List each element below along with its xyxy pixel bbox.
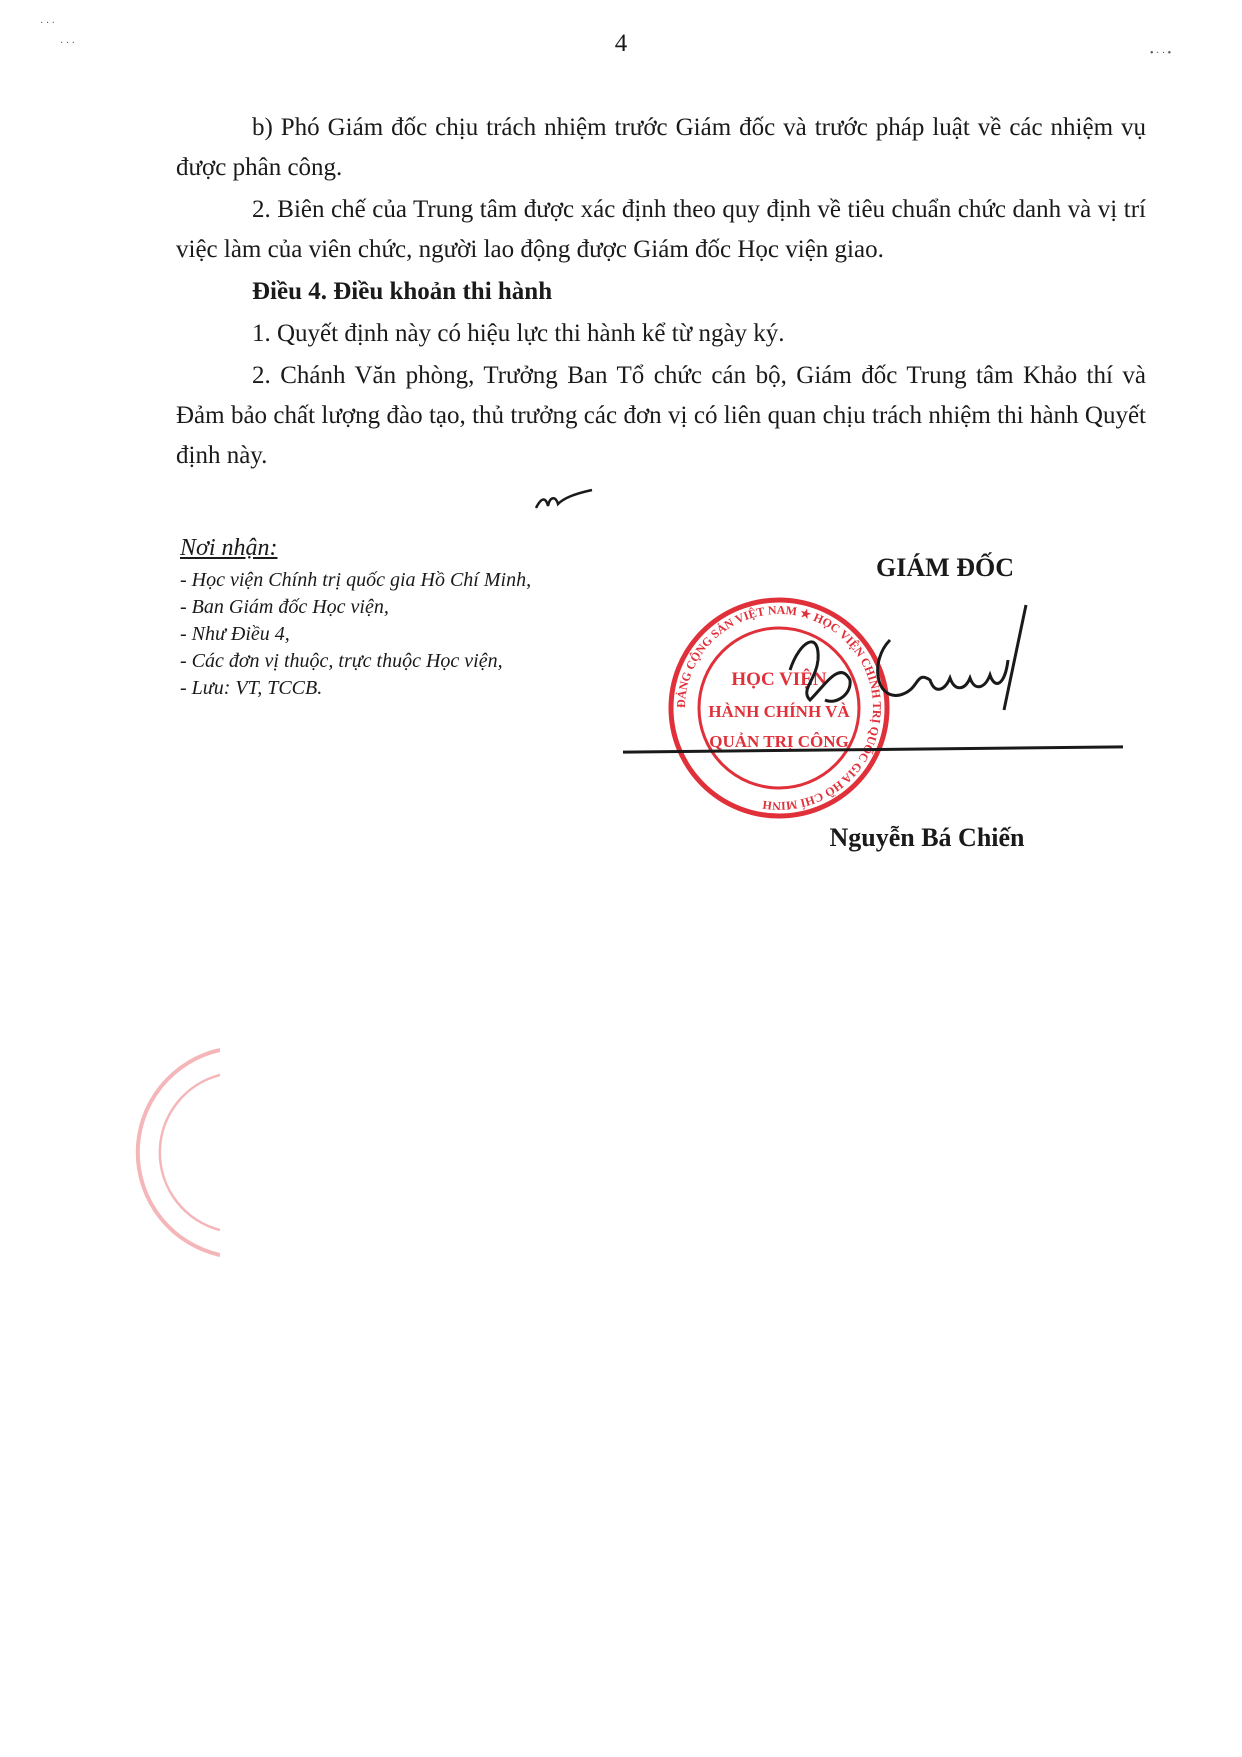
paragraph-staffing: 2. Biên chế của Trung tâm được xác định theo quy định về tiêu chuẩn chức danh và vị trí việc làm của viên chức, người lao động được Giám đốc Học viện giao.	[176, 196, 1146, 263]
recipient-item: - Các đơn vị thuộc, trực thuộc Học viện,	[180, 650, 503, 672]
seal-line-1: HỌC VIỆN	[731, 669, 827, 690]
paragraph-implementation: 2. Chánh Văn phòng, Trưởng Ban Tổ chức cán bộ, Giám đốc Trung tâm Khảo thí và Đảm bảo chất lượng đào tạo, thủ trưởng các đơn vị có liên quan chịu trách nhiệm thi hành Quyết định này.	[176, 362, 1146, 469]
paragraph-effective-date: 1. Quyết định này có hiệu lực thi hành kể từ ngày ký.	[252, 320, 785, 347]
initial-mark-icon	[534, 486, 594, 516]
seal-outer-text: ĐẢNG CỘNG SẢN VIỆT NAM ★ HỌC VIỆN CHÍNH TRỊ QUỐC GIA HỒ CHÍ MINH	[673, 602, 885, 814]
recipient-item: - Học viện Chính trị quốc gia Hồ Chí Minh,	[180, 569, 532, 591]
scan-speck: • · · •	[1150, 48, 1172, 59]
recipients-block	[180, 533, 531, 702]
page-number: 4	[614, 30, 628, 57]
seal-line-2: HÀNH CHÍNH VÀ	[708, 702, 850, 721]
seal-line-3: QUẢN TRỊ CÔNG	[709, 732, 849, 751]
signature-icon	[780, 600, 1040, 740]
recipient-item: - Lưu: VT, TCCB.	[180, 677, 323, 699]
signer-title: GIÁM ĐỐC	[876, 553, 1014, 582]
document-body	[176, 108, 1146, 478]
faded-seal-imprint-icon	[70, 1045, 220, 1260]
article-4-heading: Điều 4. Điều khoản thi hành	[252, 278, 553, 305]
recipients-title: Nơi nhận:	[180, 535, 278, 561]
recipient-item: - Như Điều 4,	[180, 623, 290, 645]
scan-speck: · · ·	[60, 38, 75, 49]
paragraph-deputy-director: b) Phó Giám đốc chịu trách nhiệm trước Giám đốc và trước pháp luật về các nhiệm vụ được phân công.	[176, 114, 1146, 181]
signer-name: Nguyễn Bá Chiến	[829, 823, 1025, 852]
recipient-item: - Ban Giám đốc Học viện,	[180, 596, 389, 618]
scan-speck: · · ·	[40, 18, 55, 29]
